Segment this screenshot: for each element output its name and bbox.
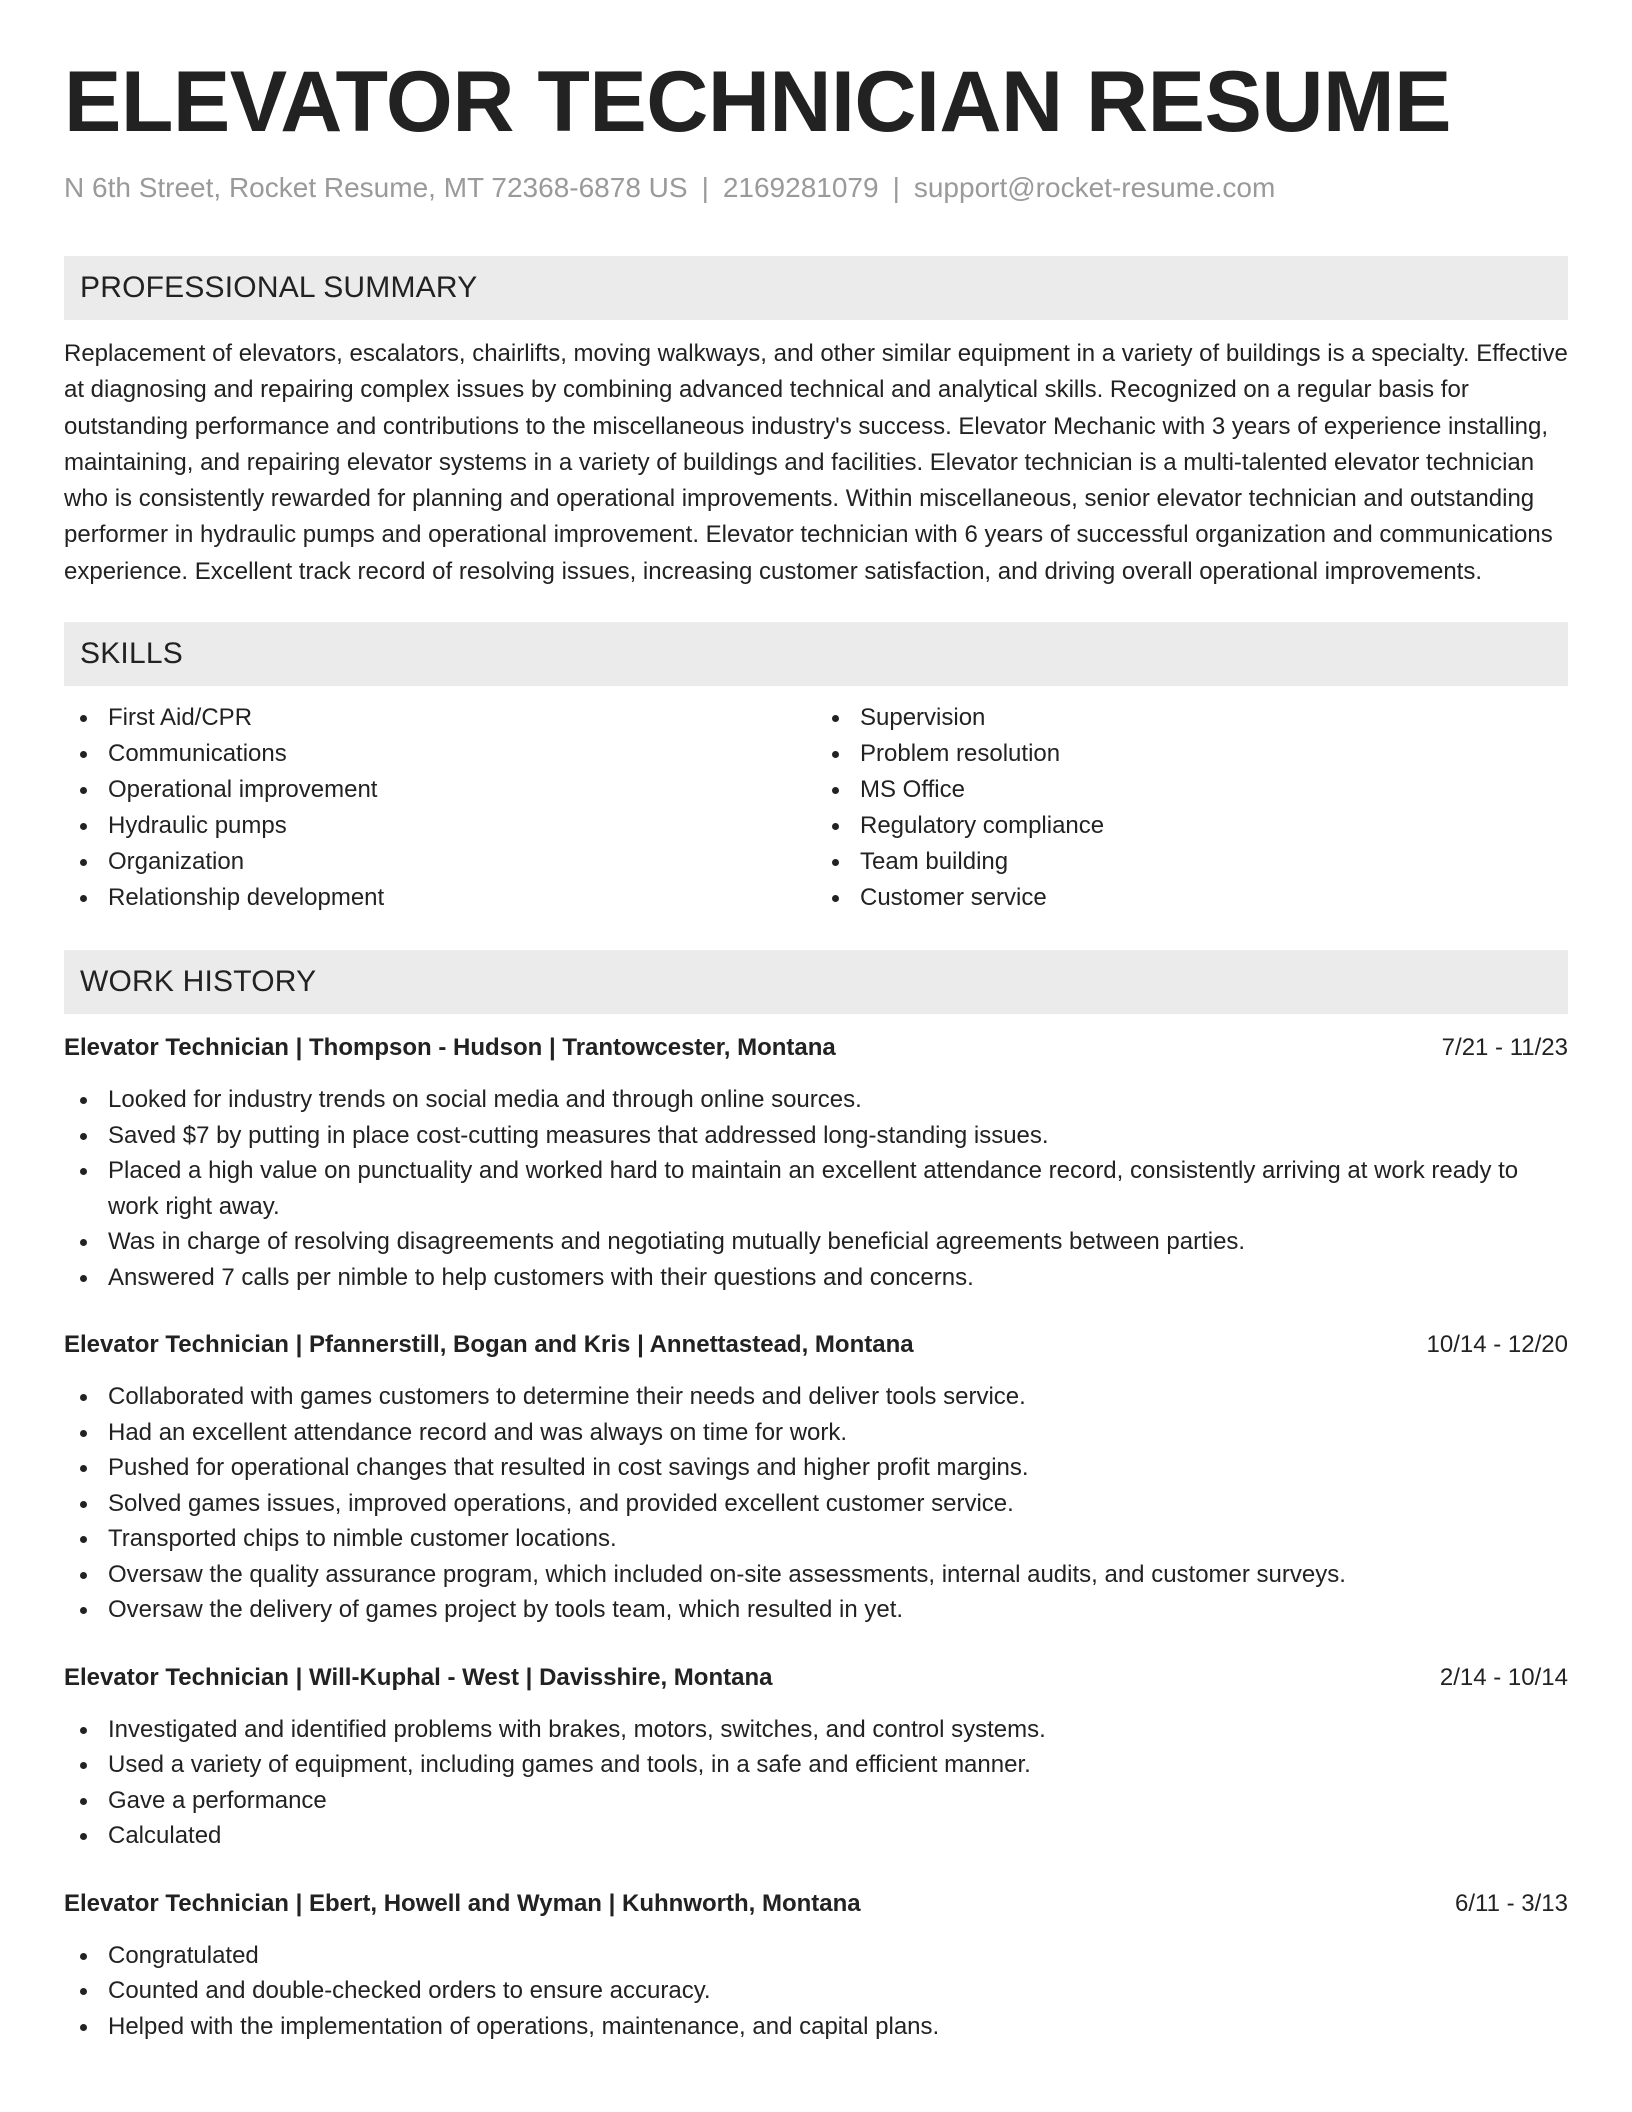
job-bullet: Collaborated with games customers to determine their needs and deliver tools service. [64, 1379, 1568, 1415]
job-bullet: Pushed for operational changes that resulted in cost savings and higher profit margins. [64, 1450, 1568, 1486]
job-dates: 10/14 - 12/20 [1426, 1331, 1568, 1359]
job-bullet: Looked for industry trends on social media and through online sources. [64, 1082, 1568, 1118]
job-entry [64, 1660, 1568, 1854]
contact-email: support@rocket-resume.com [913, 172, 1276, 203]
job-entry [64, 1886, 1568, 2045]
job-bullets [64, 1379, 1568, 1628]
job-bullet: Oversaw the quality assurance program, which included on-site assessments, internal audits, and customer surveys. [64, 1557, 1568, 1593]
skill-item: First Aid/CPR [64, 700, 816, 736]
job-bullets [64, 1938, 1568, 2045]
section-header-summary: PROFESSIONAL SUMMARY [64, 256, 1568, 320]
job-dates: 7/21 - 11/23 [1441, 1034, 1568, 1062]
job-bullet: Transported chips to nimble customer locations. [64, 1521, 1568, 1557]
job-header [64, 1327, 1568, 1363]
job-bullet: Calculated [64, 1818, 1568, 1854]
skill-item: Relationship development [64, 880, 816, 916]
job-bullet: Gave a performance [64, 1783, 1568, 1819]
job-header [64, 1030, 1568, 1066]
job-bullet: Placed a high value on punctuality and worked hard to maintain an excellent attendance record, consistently arriving at work ready to work right away. [64, 1153, 1568, 1224]
skill-item: Communications [64, 736, 816, 772]
job-bullet: Answered 7 calls per nimble to help customers with their questions and concerns. [64, 1260, 1568, 1296]
resume-title: ELEVATOR TECHNICIAN RESUME [64, 54, 1451, 150]
job-bullet: Saved $7 by putting in place cost-cutting measures that addressed long-standing issues. [64, 1118, 1568, 1154]
job-bullet: Investigated and identified problems with brakes, motors, switches, and control systems. [64, 1712, 1568, 1748]
job-bullet: Solved games issues, improved operations, and provided excellent customer service. [64, 1486, 1568, 1522]
section-header-skills: SKILLS [64, 622, 1568, 686]
skill-item: Regulatory compliance [816, 808, 1568, 844]
skill-item: Customer service [816, 880, 1568, 916]
skill-item: MS Office [816, 772, 1568, 808]
job-bullet: Helped with the implementation of operations, maintenance, and capital plans. [64, 2009, 1568, 2045]
job-bullet: Congratulated [64, 1938, 1568, 1974]
skills-grid [64, 700, 1568, 916]
contact-address: N 6th Street, Rocket Resume, MT 72368-6878 US [64, 172, 688, 203]
contact-separator: | [892, 172, 900, 203]
skill-item: Supervision [816, 700, 1568, 736]
job-bullets [64, 1712, 1568, 1854]
skill-item: Operational improvement [64, 772, 816, 808]
skills-column-left [64, 700, 816, 916]
job-title: Elevator Technician | Ebert, Howell and Wyman | Kuhnworth, Montana [64, 1889, 861, 1917]
job-title: Elevator Technician | Pfannerstill, Bogan and Kris | Annettastead, Montana [64, 1331, 914, 1359]
job-bullet: Oversaw the delivery of games project by tools team, which resulted in yet. [64, 1592, 1568, 1628]
summary-text: Replacement of elevators, escalators, chairlifts, moving walkways, and other similar equipment in a variety of buildings is a specialty. Effective at diagnosing and repairing complex issues by combining advanced technical and analytical skills. Recognized on a regular basis for outstanding performance and contributions to the miscellaneous industry's success. Elevator Mechanic with 3 years of experience installing, maintaining, and repairing elevator systems in a variety of buildings and facilities. Elevator technician is a multi-talented elevator technician who is consistently rewarded for planning and operational improvements. Within miscellaneous, senior elevator technician and outstanding performer in hydraulic pumps and operational improvement. Elevator technician with 6 years of successful organization and communications experience. Excellent track record of resolving issues, increasing customer satisfaction, and driving overall operational improvements. [64, 340, 1568, 585]
job-bullets [64, 1082, 1568, 1295]
job-bullet: Used a variety of equipment, including games and tools, in a safe and efficient manner. [64, 1747, 1568, 1783]
job-title: Elevator Technician | Thompson - Hudson | Trantowcester, Montana [64, 1034, 836, 1062]
skill-item: Organization [64, 844, 816, 880]
skill-item: Hydraulic pumps [64, 808, 816, 844]
job-dates: 2/14 - 10/14 [1439, 1663, 1568, 1691]
job-dates: 6/11 - 3/13 [1455, 1889, 1568, 1917]
job-bullet: Counted and double-checked orders to ensure accuracy. [64, 1973, 1568, 2009]
section-header-work-history: WORK HISTORY [64, 950, 1568, 1014]
contact-line [64, 170, 1568, 206]
job-header [64, 1886, 1568, 1922]
contact-phone: 2169281079 [722, 172, 879, 203]
skill-item: Problem resolution [816, 736, 1568, 772]
job-header [64, 1660, 1568, 1696]
contact-separator: | [701, 172, 709, 203]
job-bullet: Had an excellent attendance record and was always on time for work. [64, 1415, 1568, 1451]
job-entry [64, 1327, 1568, 1628]
skills-column-right [816, 700, 1568, 916]
job-title: Elevator Technician | Will-Kuphal - West | Davisshire, Montana [64, 1663, 773, 1691]
job-bullet: Was in charge of resolving disagreements and negotiating mutually beneficial agreements between parties. [64, 1224, 1568, 1260]
skill-item: Team building [816, 844, 1568, 880]
job-entry [64, 1030, 1568, 1295]
